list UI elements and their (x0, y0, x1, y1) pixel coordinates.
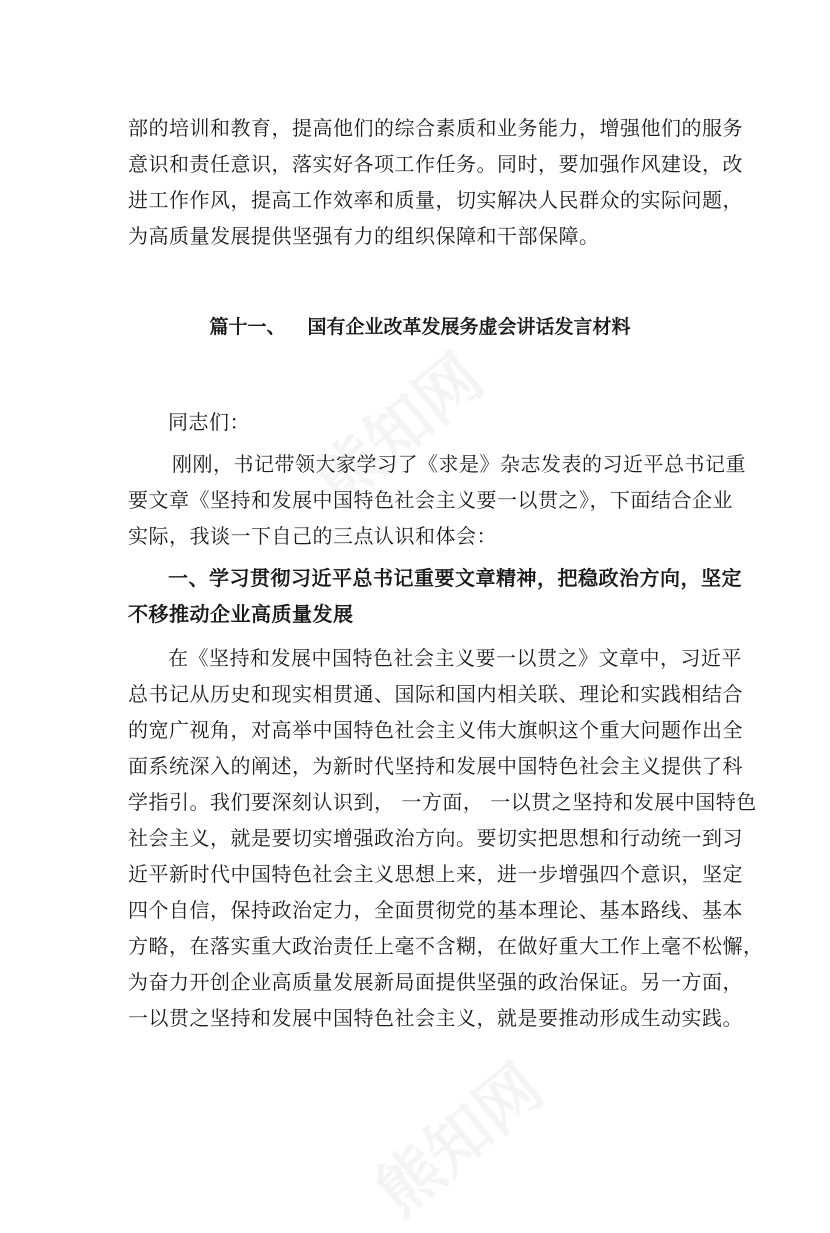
opening-paragraph (128, 446, 746, 554)
text-line: 一以贯之坚持和发展中国特色社会主义，就是要推动形成生动实践。 (128, 1006, 743, 1030)
greeting (128, 404, 712, 440)
text-line: 一、学习贯彻习近平总书记重要文章精神，把稳政治方向，坚定 (168, 566, 742, 590)
text-line: 总书记从历史和现实相贯通、国际和国内相关联、理论和实践相结合 (128, 682, 743, 706)
section-heading (128, 312, 712, 339)
watermark (353, 1039, 559, 1233)
text-line: 进工作作风，提高工作效率和质量，切实解决人民群众的实际问题， (128, 188, 743, 212)
text-line: 社会主义，就是要切实增强政治方向。要切实把思想和行动统一到习 (128, 826, 743, 850)
intro-paragraph (128, 110, 743, 254)
heading-number: 篇十一、 (209, 316, 286, 338)
text-line: 为奋力开创企业高质量发展新局面提供坚强的政治保证。另一方面， (128, 970, 743, 994)
text-line: 在《坚持和发展中国特色社会主义要一以贯之》文章中，习近平 (168, 646, 742, 670)
text-line: 为高质量发展提供坚强有力的组织保障和干部保障。 (128, 224, 600, 248)
text-line: 意识和责任意识，落实好各项工作任务。同时，要加强作风建设，改 (128, 152, 743, 176)
text-line: 的宽广视角，对高举中国特色社会主义伟大旗帜这个重大问题作出全 (128, 718, 743, 742)
text-line: 刚刚，书记带领大家学习了《求是》杂志发表的习近平总书记重 (172, 452, 746, 476)
text-line: 要文章《坚持和发展中国特色社会主义要一以贯之》，下面结合企业 (128, 488, 733, 512)
greeting-line: 同志们： (168, 410, 250, 434)
text-line: 近平新时代中国特色社会主义思想上来，进一步增强四个意识，坚定 (128, 862, 743, 886)
text-line: 学指引。我们要深刻认识到， 一方面， 一以贯之坚持和发展中国特色 (128, 790, 757, 814)
body-paragraph (128, 640, 764, 1036)
text-line: 四个自信，保持政治定力，全面贯彻党的基本理论、基本路线、基本 (128, 898, 743, 922)
text-line: 实际，我谈一下自己的三点认识和体会： (128, 524, 497, 548)
text-line: 方略，在落实重大政治责任上毫不含糊，在做好重大工作上毫不松懈， (128, 934, 764, 958)
heading-title: 国有企业改革发展务虚会讲话发言材料 (307, 316, 631, 338)
text-line: 不移推动企业高质量发展 (128, 602, 354, 626)
text-line: 部的培训和教育，提高他们的综合素质和业务能力，增强他们的服务 (128, 116, 743, 140)
section-one-heading (128, 560, 742, 632)
text-line: 面系统深入的阐述，为新时代坚持和发展中国特色社会主义提供了科 (128, 754, 743, 778)
